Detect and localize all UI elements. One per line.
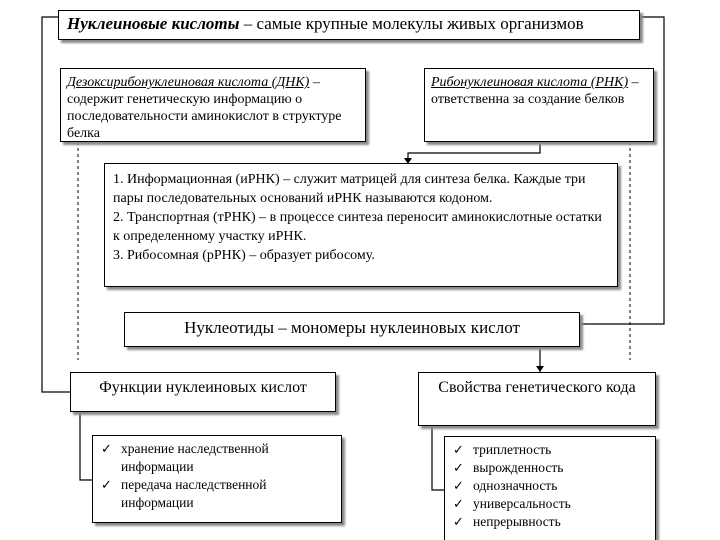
rnk-name: Рибонуклеиновая кислота (РНК)	[431, 75, 629, 90]
list-item: ✓ триплетность	[453, 442, 552, 457]
dnk-box	[60, 68, 366, 142]
check-icon: ✓	[453, 496, 464, 511]
list-item: ✓ непрерывность	[453, 514, 561, 529]
rnk-types-box	[104, 163, 618, 287]
title-box	[58, 10, 640, 40]
rnk-text: – ответственна за создание белков	[431, 75, 639, 107]
check-icon: ✓	[453, 478, 464, 493]
connector-rnk-types	[408, 142, 540, 163]
title-rest: – самые крупные молекулы живых организмов	[239, 14, 584, 33]
check-icon: ✓	[453, 460, 464, 475]
list-item: ✓ передача наследственной информации	[101, 477, 267, 510]
rnk-type-item: 3. Рибосомная (рРНК) – образует рибосому.	[113, 248, 375, 263]
properties-title-box: Свойства генетического кода	[418, 372, 656, 426]
rnk-box	[424, 68, 654, 142]
connector-to-functions	[42, 358, 70, 392]
dnk-name: Дезоксирибонуклеиновая кислота (ДНК)	[67, 75, 310, 90]
check-icon: ✓	[453, 514, 464, 529]
list-item: ✓ вырожденность	[453, 460, 564, 475]
check-icon: ✓	[453, 442, 464, 457]
dnk-text: – содержит генетическую информацию о последовательности аминокислот в структуре белка	[67, 75, 342, 141]
nucleotides-box: Нуклеотиды – мономеры нуклеиновых кислот	[124, 312, 580, 347]
list-item: ✓ хранение наследственной информации	[101, 441, 269, 474]
check-icon: ✓	[101, 441, 112, 456]
rnk-type-item: 1. Информационная (иРНК) – служит матрицей для синтеза белка. Каждые три пары последовательных оснований иРНК называются кодоном.	[113, 172, 586, 206]
rnk-type-item: 2. Транспортная (тРНК) – в процессе синтеза переносит аминокислотные остатки к определенному участку иРНК.	[113, 210, 602, 244]
functions-title-box: Функции нуклеиновых кислот	[70, 372, 336, 412]
connector-title-left	[42, 17, 58, 358]
title-bold: Нуклеиновые кислоты	[67, 14, 240, 33]
properties-list	[444, 436, 656, 540]
check-icon: ✓	[101, 477, 112, 492]
list-item: ✓ однозначность	[453, 478, 558, 493]
functions-list	[92, 435, 342, 523]
connector-functions-list	[80, 412, 92, 480]
connector-properties-list	[432, 426, 444, 490]
list-item: ✓ универсальность	[453, 496, 571, 511]
